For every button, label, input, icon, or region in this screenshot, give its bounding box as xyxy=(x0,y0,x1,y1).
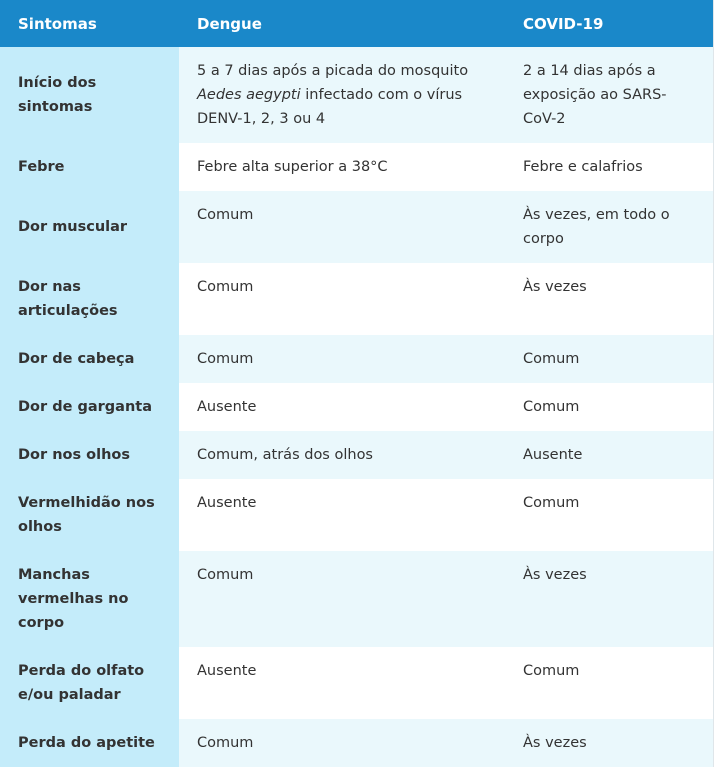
dengue-cell: Comum xyxy=(179,551,505,647)
symptom-cell: Perda do olfato e/ou paladar xyxy=(0,647,179,719)
symptom-cell: Manchas vermelhas no corpo xyxy=(0,551,179,647)
covid-cell: Comum xyxy=(505,479,713,551)
symptom-cell: Febre xyxy=(0,143,179,191)
table-header xyxy=(0,0,713,47)
header-row xyxy=(0,0,713,47)
symptom-cell: Dor nos olhos xyxy=(0,431,179,479)
symptom-cell: Dor muscular xyxy=(0,191,179,263)
dengue-cell: Ausente xyxy=(179,479,505,551)
header-symptoms: Sintomas xyxy=(0,0,179,47)
table-row xyxy=(0,479,713,551)
header-covid: COVID-19 xyxy=(505,0,713,47)
dengue-text: 5 a 7 dias após a picada do mosquito xyxy=(197,63,469,79)
covid-cell: Às vezes xyxy=(505,551,713,647)
mosquito-species: Aedes aegypti xyxy=(197,87,301,103)
symptom-cell: Vermelhidão nos olhos xyxy=(0,479,179,551)
table-row xyxy=(0,383,713,431)
covid-cell: Ausente xyxy=(505,431,713,479)
dengue-cell xyxy=(179,47,505,143)
dengue-cell: Comum xyxy=(179,263,505,335)
covid-cell: Comum xyxy=(505,647,713,719)
covid-cell: Às vezes xyxy=(505,263,713,335)
table-row xyxy=(0,263,713,335)
dengue-cell: Comum xyxy=(179,191,505,263)
covid-cell: Comum xyxy=(505,383,713,431)
symptom-cell: Dor de garganta xyxy=(0,383,179,431)
covid-cell: Comum xyxy=(505,335,713,383)
symptom-cell: Dor de cabeça xyxy=(0,335,179,383)
table-row xyxy=(0,191,713,263)
table-body xyxy=(0,47,713,767)
dengue-cell: Comum xyxy=(179,719,505,767)
covid-cell: Às vezes, em todo o corpo xyxy=(505,191,713,263)
dengue-cell: Febre alta superior a 38°C xyxy=(179,143,505,191)
covid-cell: Febre e calafrios xyxy=(505,143,713,191)
dengue-cell: Ausente xyxy=(179,647,505,719)
dengue-cell: Ausente xyxy=(179,383,505,431)
header-dengue: Dengue xyxy=(179,0,505,47)
table-row xyxy=(0,551,713,647)
covid-cell: 2 a 14 dias após a exposição ao SARS-CoV-2 xyxy=(505,47,713,143)
symptom-cell: Perda do apetite xyxy=(0,719,179,767)
table-row xyxy=(0,143,713,191)
table-row xyxy=(0,431,713,479)
symptom-cell: Dor nas articulações xyxy=(0,263,179,335)
dengue-cell: Comum, atrás dos olhos xyxy=(179,431,505,479)
dengue-cell: Comum xyxy=(179,335,505,383)
covid-cell: Às vezes xyxy=(505,719,713,767)
table-row xyxy=(0,719,713,767)
table-row xyxy=(0,47,713,143)
table-row xyxy=(0,647,713,719)
symptom-cell: Início dos sintomas xyxy=(0,47,179,143)
table-row xyxy=(0,335,713,383)
dengue-text: infectado com o vírus DENV-1, 2, 3 ou 4 xyxy=(197,87,463,127)
